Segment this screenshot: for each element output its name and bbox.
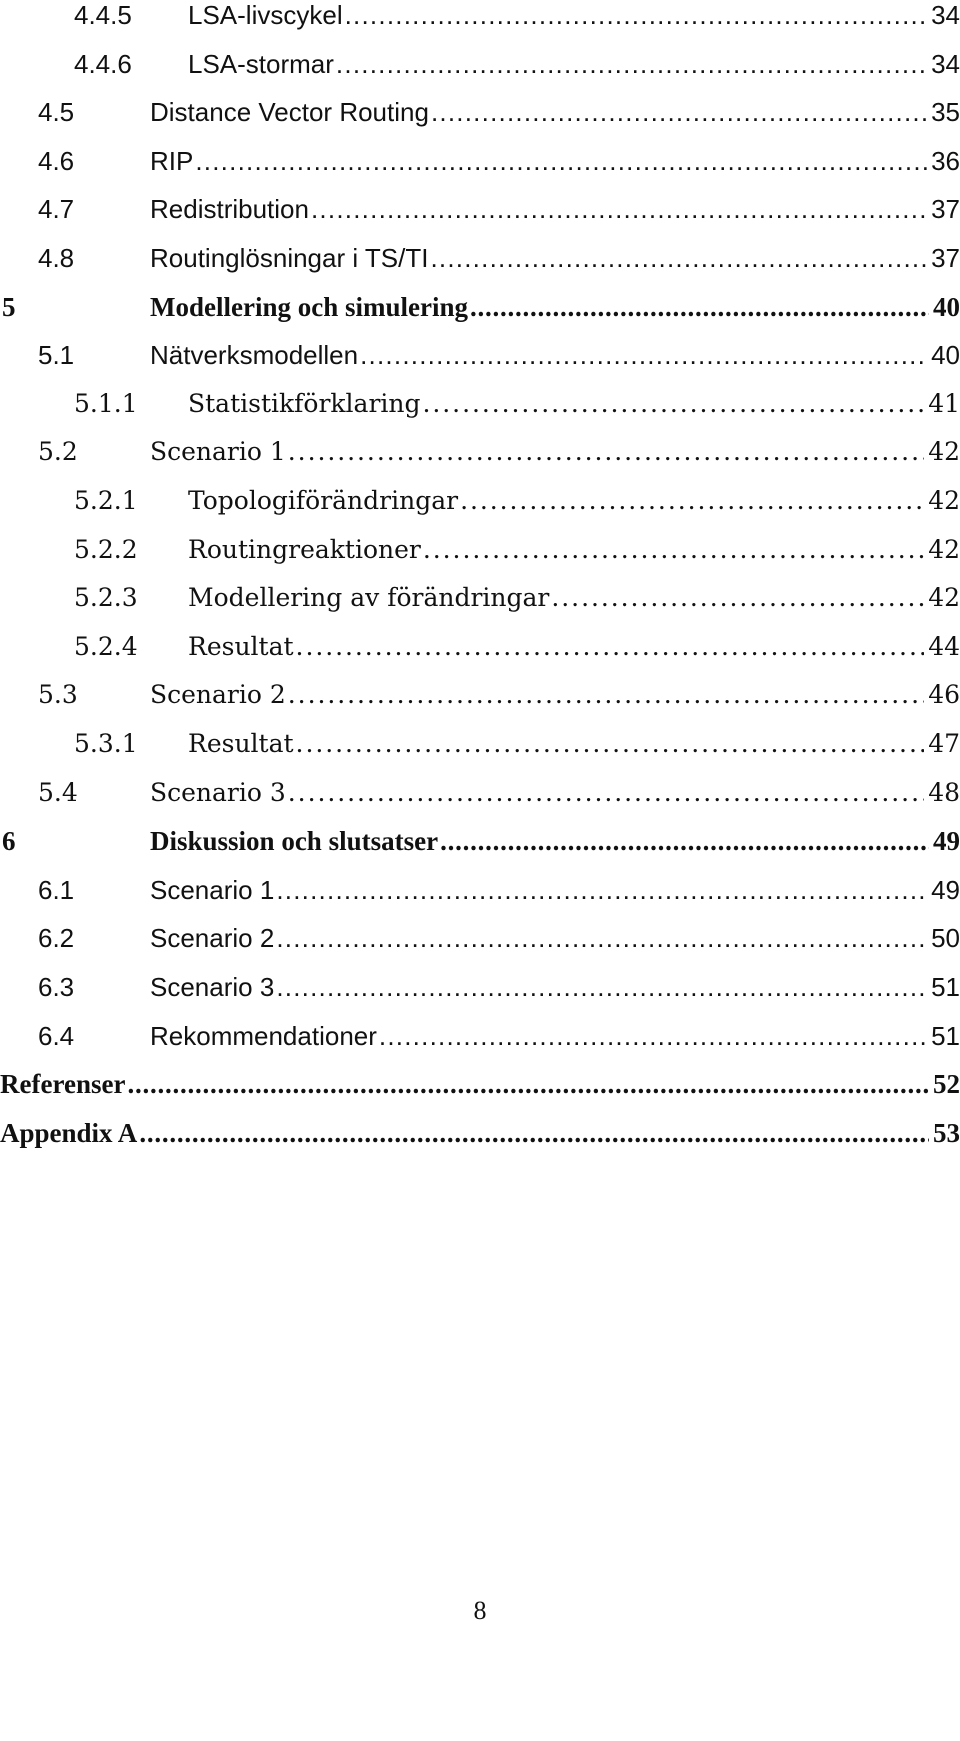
toc-entry-line xyxy=(188,535,960,565)
toc-entry-number: 4.7 xyxy=(38,194,75,225)
toc-entry[interactable] xyxy=(0,486,960,534)
toc-entry-page: 49 xyxy=(933,826,960,857)
toc-entry-title: Scenario 3 xyxy=(150,972,275,1002)
toc-entry-number: 4.4.6 xyxy=(74,48,132,79)
toc-entry[interactable] xyxy=(0,437,960,485)
toc-entry[interactable] xyxy=(0,923,960,971)
toc-entry-line xyxy=(188,49,960,79)
dot-leader xyxy=(360,340,927,370)
toc-entry-title: Appendix A xyxy=(0,1117,138,1148)
toc-entry-page: 37 xyxy=(931,194,960,225)
dot-leader xyxy=(288,680,924,710)
dot-leader xyxy=(311,194,927,224)
toc-entry[interactable] xyxy=(0,875,960,923)
toc-entry-page: 40 xyxy=(931,340,960,371)
toc-entry-line xyxy=(188,389,960,419)
toc-entry-page: 36 xyxy=(931,145,960,176)
toc-entry-title: LSA-livscykel xyxy=(188,0,343,30)
toc-entry[interactable] xyxy=(0,680,960,728)
toc-entry-line xyxy=(150,923,960,953)
toc-entry[interactable] xyxy=(0,389,960,437)
toc-entry-title: Topologiförändringar xyxy=(188,486,459,515)
toc-entry-page: 49 xyxy=(931,874,960,905)
toc-entry[interactable] xyxy=(0,535,960,583)
toc-entry-title: Nätverksmodellen xyxy=(150,340,359,371)
toc-entry-number: 6.3 xyxy=(38,972,75,1002)
toc-entry-number: 6.1 xyxy=(38,874,75,905)
toc-entry-title: Routinglösningar i TS/TI xyxy=(150,243,429,273)
toc-entry[interactable] xyxy=(0,340,960,388)
toc-entry[interactable] xyxy=(0,97,960,145)
toc-entry-line xyxy=(150,826,960,856)
toc-entry-page: 41 xyxy=(928,388,960,418)
toc-entry-line xyxy=(150,437,960,467)
toc-entry-line xyxy=(150,778,960,808)
dot-leader xyxy=(336,49,927,79)
toc-entry[interactable] xyxy=(0,194,960,242)
toc-entry-page: 34 xyxy=(931,0,960,30)
toc-entry[interactable] xyxy=(0,1021,960,1069)
toc-entry-page: 40 xyxy=(933,291,960,322)
toc-entry-title: Distance Vector Routing xyxy=(150,97,429,128)
toc-entry[interactable] xyxy=(0,0,960,48)
toc-entry-line xyxy=(150,972,960,1002)
dot-leader xyxy=(195,146,927,176)
toc-entry-title: Resultat xyxy=(188,631,294,661)
toc-entry-line xyxy=(150,1021,960,1051)
toc-entry-number: 5.3 xyxy=(38,680,78,710)
dot-leader xyxy=(288,437,924,467)
toc-entry-number: 4.8 xyxy=(38,243,75,273)
toc-entry-page: 35 xyxy=(931,97,960,128)
toc-entry-line xyxy=(150,680,960,710)
dot-leader xyxy=(276,972,927,1002)
toc-entry[interactable] xyxy=(0,972,960,1020)
toc-entry[interactable] xyxy=(0,146,960,194)
toc-entry-page: 53 xyxy=(933,1117,960,1148)
toc-entry[interactable] xyxy=(0,1118,960,1166)
toc-entry-number: 5.3.1 xyxy=(74,729,138,758)
dot-leader xyxy=(470,292,929,322)
toc-entry-line xyxy=(0,1118,960,1148)
toc-entry-title: Diskussion och slutsatser xyxy=(150,826,439,857)
toc-entry-title: Scenario 2 xyxy=(150,923,275,954)
toc-entry-page: 44 xyxy=(928,631,960,661)
toc-entry-title: Scenario 2 xyxy=(150,680,286,710)
toc-entry-page: 42 xyxy=(928,486,960,515)
toc-entry-line xyxy=(150,146,960,176)
toc-entry-title: Referenser xyxy=(0,1069,126,1100)
dot-leader xyxy=(551,583,924,613)
toc-entry[interactable] xyxy=(0,826,960,874)
toc-entry-line xyxy=(150,194,960,224)
toc-entry-line xyxy=(188,632,960,662)
toc-entry[interactable] xyxy=(0,49,960,97)
dot-leader xyxy=(139,1118,929,1148)
toc-entry[interactable] xyxy=(0,243,960,291)
toc-entry-line xyxy=(188,729,960,759)
toc-entry[interactable] xyxy=(0,729,960,777)
toc-entry-title: Resultat xyxy=(188,729,294,758)
toc-entry-page: 37 xyxy=(931,243,960,273)
toc-entry-number: 4.6 xyxy=(38,145,75,176)
toc-entry-page: 47 xyxy=(928,729,960,758)
toc-entry-title: Routingreaktioner xyxy=(188,534,421,564)
dot-leader xyxy=(296,632,925,662)
toc-entry-line xyxy=(150,243,960,273)
toc-entry-line xyxy=(150,340,960,370)
toc-entry-title: LSA-stormar xyxy=(188,48,334,79)
toc-entry-title: Statistikförklaring xyxy=(188,388,421,418)
toc-entry-page: 52 xyxy=(933,1069,960,1100)
toc-entry-page: 34 xyxy=(931,48,960,79)
toc-entry-number: 4.5 xyxy=(38,97,75,128)
toc-entry-page: 42 xyxy=(928,534,960,564)
toc-entry-number: 5.2.1 xyxy=(74,486,138,515)
toc-entry-title: RIP xyxy=(150,145,194,176)
toc-entry-title: Modellering och simulering xyxy=(150,291,468,322)
toc-entry[interactable] xyxy=(0,632,960,680)
dot-leader xyxy=(296,729,925,759)
toc-entry-number: 5.2.4 xyxy=(74,631,138,661)
toc-entry-line xyxy=(188,0,960,30)
toc-entry-title: Scenario 1 xyxy=(150,437,286,467)
toc-entry-line xyxy=(188,486,960,516)
dot-leader xyxy=(276,875,927,905)
page-number: 8 xyxy=(473,1596,487,1625)
toc-entry-number: 5.1.1 xyxy=(74,388,138,418)
toc-entry-page: 51 xyxy=(931,972,960,1002)
toc-entry-number: 5 xyxy=(2,291,16,322)
dot-leader xyxy=(440,826,929,856)
dot-leader xyxy=(431,97,927,127)
toc-entry-number: 6.4 xyxy=(38,1020,75,1051)
toc-entry-title: Scenario 3 xyxy=(150,777,286,807)
toc-entry-title: Scenario 1 xyxy=(150,874,275,905)
dot-leader xyxy=(430,243,927,273)
dot-leader xyxy=(345,0,927,30)
toc-entry[interactable] xyxy=(0,778,960,826)
toc-entry-number: 6.2 xyxy=(38,923,75,954)
toc-entry-page: 42 xyxy=(928,583,960,613)
toc-entry[interactable] xyxy=(0,292,960,340)
toc-entry-page: 42 xyxy=(928,437,960,467)
dot-leader xyxy=(423,535,924,565)
toc-entry-line xyxy=(150,97,960,127)
toc-entry-number: 5.2.2 xyxy=(74,534,138,564)
toc-entry-line xyxy=(0,1069,960,1099)
toc-entry-number: 5.2.3 xyxy=(74,583,138,613)
toc-entry[interactable] xyxy=(0,583,960,631)
dot-leader xyxy=(276,923,927,953)
toc-entry-number: 4.4.5 xyxy=(74,0,132,30)
toc-entry-page: 48 xyxy=(928,777,960,807)
toc-entry-number: 5.4 xyxy=(38,777,78,807)
dot-leader xyxy=(288,778,924,808)
toc-entry[interactable] xyxy=(0,1069,960,1117)
dot-leader xyxy=(127,1069,929,1099)
toc-entry-page: 51 xyxy=(931,1020,960,1051)
toc-entry-number: 5.2 xyxy=(38,437,78,467)
toc-entry-page: 46 xyxy=(928,680,960,710)
toc-entry-number: 5.1 xyxy=(38,340,75,371)
toc-entry-line xyxy=(150,292,960,322)
toc-entry-title: Redistribution xyxy=(150,194,309,225)
dot-leader xyxy=(460,486,924,516)
toc-entry-line xyxy=(188,583,960,613)
dot-leader xyxy=(379,1021,927,1051)
toc-entry-title: Rekommendationer xyxy=(150,1020,377,1051)
toc-entry-line xyxy=(150,875,960,905)
toc-entry-title: Modellering av förändringar xyxy=(188,583,550,613)
toc-entry-page: 50 xyxy=(931,923,960,954)
toc-entry-number: 6 xyxy=(2,826,16,857)
dot-leader xyxy=(423,389,925,419)
